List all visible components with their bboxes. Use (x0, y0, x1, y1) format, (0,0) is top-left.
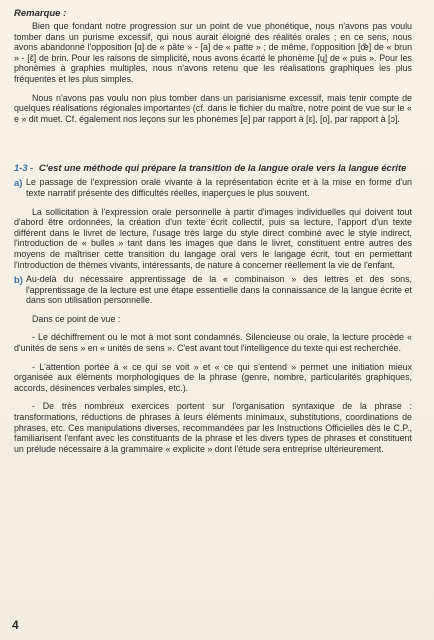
remark-paragraph-1: Bien que fondant notre progression sur un point de vue phonétique, nous n'avons pas voulu tomber dans un purisme excessif, qui nous aurait éloigné des réalités orales ; en ce sens, nous avons abandonné l'opposition [ɑ] de « pâte » - [a] de « patte » ; de même, l'opposition [œ̃] de « brun » - [ɛ̃] de brin. Pour les raisons de simplicité, nous avons écarté le phonème [ɥ] de « puis ». Pour les phonèmes à graphies multiples, nous n'avons retenu que les réalisations graphiques les plus fréquentes et les plus simples. (14, 21, 412, 84)
section-number: 1-3 - (14, 162, 34, 174)
section-title-text: C'est une méthode qui prépare la transition de la langue orale vers la langue écrite (38, 162, 407, 174)
item-b-dash-3: - De très nombreux exercices portent sur l'organisation syntaxique de la phrase : transformations, réductions de phrases à leurs éléments minimaux, substitutions, coordinations de phrases, etc. Ces manipulations diverses, recommandées par les Instructions Officielles dès le C.P., familiarisent l'enfant avec les constituants de la phrase et les divers types de phrases et constituent un prélude nécessaire à la grammaire « explicite » dont l'étude sera entreprise ultérieurement. (14, 401, 412, 454)
item-b-text: Au-delà du nécessaire apprentissage de la « combinaison » des lettres et des sons, l'apprentissage de la lecture est une étape essentielle dans la connaissance de la langue écrite et dans son utilisation personnelle. (26, 274, 412, 306)
item-a-paragraph: La sollicitation à l'expression orale personnelle à partir d'images individuelles qui doivent tout d'abord être ordonnées, la création d'un texte écrit collectif, puis sa lecture, l'apport d'un texte différent dans le livret de lecture, l'usage très large du style direct combiné avec le style indirect, l'introduction de « bulles » tant dans les images que dans le livret, constituent entre autres des moyens de maîtriser cette transition du langage oral vers le langage écrit, tout en permettant l'introduction de thèmes vivants, intéressants, de nature à concerner réellement la vie de l'enfant. (14, 206, 412, 270)
remark-title: Remarque : (14, 8, 67, 19)
remark-paragraph-2: Nous n'avons pas voulu non plus tomber dans un parisianisme excessif, mais tenir compte de quelques réalisations régionales importantes (cf. dans le fichier du maître, notre point de vue sur le « e » dit muet. Cf. également nos leçons sur les phonèmes [e] par rapport à [ɛ], [o], par rapport à [ɔ]. (14, 92, 412, 124)
item-b-dash-1: - Le déchiffrement ou le mot à mot sont condamnés. Silencieuse ou orale, la lecture procède « d'unités de sens » en « unités de sens ». C'est avant tout l'intelligence du texte qui est recherchée. (14, 332, 412, 354)
item-b-dash-2: - L'attention portée à « ce qui se voit » et « ce qui s'entend » permet une initiation mieux organisée aux éléments morphologiques de la phrase (genre, nombre, particularités graphiques, accords, désinences verbales simples, etc.). (14, 361, 412, 393)
item-b-intro: Dans ce point de vue : (32, 313, 121, 324)
item-b (14, 274, 412, 306)
item-b-marker: b) (14, 274, 23, 286)
item-a (14, 177, 412, 198)
item-a-marker: a) (14, 177, 23, 189)
section-heading (14, 162, 412, 173)
page-number: 4 (12, 618, 19, 632)
item-a-text: Le passage de l'expression orale vivante à la représentation écrite et à la mise en forme d'un texte narratif présente des difficultés réelles, inaperçues le plus souvent. (26, 177, 412, 198)
